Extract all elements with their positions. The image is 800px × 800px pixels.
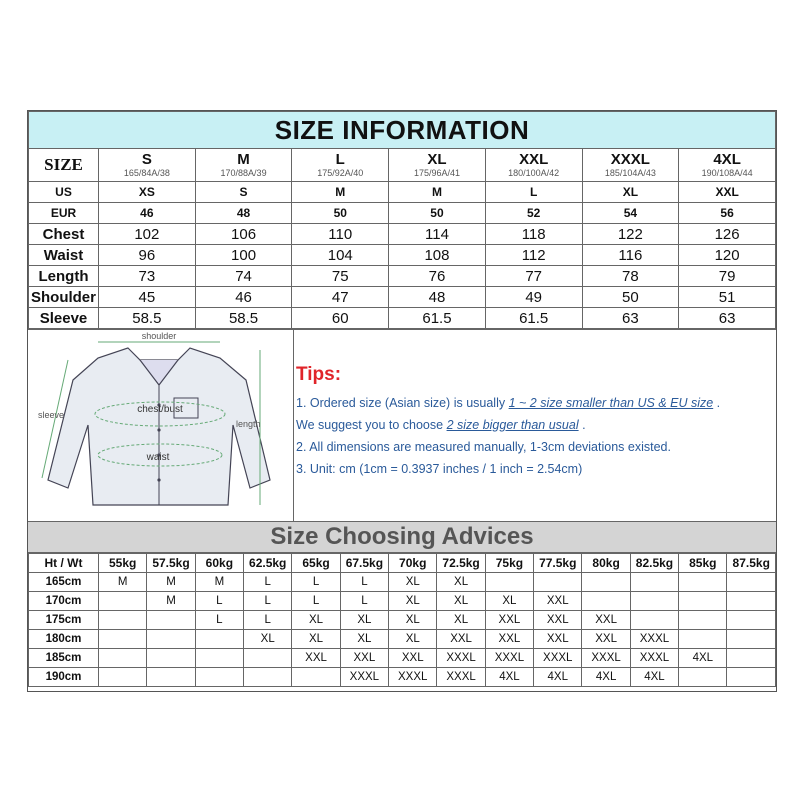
size-column-header — [389, 149, 486, 182]
advice-cell — [727, 592, 776, 611]
measurement-cell: M — [389, 182, 486, 203]
measurement-cell: 58.5 — [195, 308, 292, 329]
advice-cell: XXL — [485, 611, 533, 630]
measurement-cell: XL — [582, 182, 679, 203]
measurement-cell: 108 — [389, 245, 486, 266]
weight-header: 70kg — [389, 554, 437, 573]
tip-line-3: 2. All dimensions are measured manually, 1-3cm deviations existed. — [296, 440, 671, 454]
weight-header: 75kg — [485, 554, 533, 573]
weight-header: 55kg — [99, 554, 147, 573]
advice-cell — [244, 649, 292, 668]
measurement-cell: 110 — [292, 224, 389, 245]
measurement-cell: 50 — [582, 287, 679, 308]
weight-header: 72.5kg — [437, 554, 485, 573]
measurement-cell: 116 — [582, 245, 679, 266]
advice-cell: L — [292, 592, 340, 611]
weight-header: 60kg — [195, 554, 243, 573]
advice-cell: XXL — [340, 649, 388, 668]
tip-2-end: . — [578, 418, 586, 432]
advice-row — [29, 592, 776, 611]
advice-cell: 4XL — [582, 668, 630, 687]
measurement-cell: 61.5 — [485, 308, 582, 329]
advice-cell: XXXL — [485, 649, 533, 668]
advice-cell — [727, 668, 776, 687]
measurement-cell: 77 — [485, 266, 582, 287]
measurement-cell: 49 — [485, 287, 582, 308]
size-column-header — [485, 149, 582, 182]
advice-cell: XXXL — [630, 649, 678, 668]
measurement-cell: 46 — [195, 287, 292, 308]
size-information-title: SIZE INFORMATION — [29, 112, 776, 149]
size-column-header — [195, 149, 292, 182]
tips-title: Tips: — [296, 364, 342, 385]
size-name: 4XL — [713, 150, 741, 168]
height-label: 165cm — [29, 573, 99, 592]
advice-row — [29, 668, 776, 687]
diagram-and-tips — [28, 329, 776, 522]
size-chart — [27, 110, 777, 692]
advice-cell: XXXL — [437, 668, 485, 687]
advice-cell: L — [340, 573, 388, 592]
advice-cell: XXXL — [534, 649, 582, 668]
advice-cell: XXL — [534, 630, 582, 649]
row-label: Sleeve — [29, 308, 99, 329]
advice-cell: 4XL — [485, 668, 533, 687]
size-name: XXL — [519, 150, 549, 168]
advice-cell: XL — [389, 573, 437, 592]
advice-cell — [147, 649, 195, 668]
advice-cell — [99, 592, 147, 611]
size-code: 190/108A/44 — [701, 167, 753, 178]
size-code: 175/92A/40 — [317, 167, 364, 178]
shirt-diagram — [28, 330, 294, 521]
advice-cell: XL — [244, 630, 292, 649]
advice-cell: XXL — [534, 592, 582, 611]
advice-cell — [582, 573, 630, 592]
height-label: 185cm — [29, 649, 99, 668]
advice-cell: 4XL — [630, 668, 678, 687]
size-code: 165/84A/38 — [123, 167, 170, 178]
measurement-cell: 112 — [485, 245, 582, 266]
size-column-header — [292, 149, 389, 182]
advice-cell — [147, 611, 195, 630]
waist-label: waist — [146, 452, 170, 463]
measurement-cell: 58.5 — [99, 308, 196, 329]
advice-cell: XXL — [485, 630, 533, 649]
measurement-cell: 76 — [389, 266, 486, 287]
measurement-cell: 102 — [99, 224, 196, 245]
advice-cell — [679, 592, 727, 611]
advice-cell — [630, 611, 678, 630]
measurement-row — [29, 203, 776, 224]
advice-header-row — [29, 554, 776, 573]
size-code: 185/104A/43 — [604, 167, 656, 178]
measurement-cell: 78 — [582, 266, 679, 287]
measurement-row — [29, 308, 776, 329]
advice-title: Size Choosing Advices — [28, 522, 776, 553]
advice-cell: XXL — [582, 630, 630, 649]
height-label: 180cm — [29, 630, 99, 649]
advice-cell — [534, 573, 582, 592]
size-column-header — [582, 149, 679, 182]
measurement-row — [29, 287, 776, 308]
advice-cell: XL — [485, 592, 533, 611]
advice-cell — [679, 573, 727, 592]
measurement-cell: 104 — [292, 245, 389, 266]
advice-row — [29, 649, 776, 668]
advice-cell — [195, 630, 243, 649]
advice-cell: XXL — [389, 649, 437, 668]
measurement-cell: 106 — [195, 224, 292, 245]
measurement-cell: 50 — [389, 203, 486, 224]
tip-1-emphasis: 1 ~ 2 size smaller than US & EU size — [508, 396, 714, 410]
advice-cell: XXL — [534, 611, 582, 630]
advice-cell — [727, 573, 776, 592]
measurement-cell: 73 — [99, 266, 196, 287]
advice-cell — [195, 649, 243, 668]
advice-cell — [630, 573, 678, 592]
advice-cell: XL — [437, 573, 485, 592]
advice-cell: L — [195, 592, 243, 611]
measurement-cell: 96 — [99, 245, 196, 266]
advice-cell — [727, 611, 776, 630]
measurement-cell: 48 — [389, 287, 486, 308]
advice-cell: XL — [389, 592, 437, 611]
advice-row — [29, 573, 776, 592]
measurement-cell: 75 — [292, 266, 389, 287]
weight-header: 82.5kg — [630, 554, 678, 573]
advice-cell — [99, 630, 147, 649]
advice-cell — [485, 573, 533, 592]
tip-line-2 — [296, 414, 766, 436]
measurement-cell: M — [292, 182, 389, 203]
advice-cell: XL — [437, 611, 485, 630]
weight-header: 65kg — [292, 554, 340, 573]
shirt-icon — [28, 330, 293, 521]
measurement-cell: 51 — [679, 287, 776, 308]
measurement-cell: 118 — [485, 224, 582, 245]
measurement-cell: 120 — [679, 245, 776, 266]
height-label: 175cm — [29, 611, 99, 630]
measurement-cell: 63 — [582, 308, 679, 329]
advice-cell: XL — [389, 630, 437, 649]
advice-cell — [99, 668, 147, 687]
advice-cell: M — [99, 573, 147, 592]
tip-line-4: 3. Unit: cm (1cm = 0.3937 inches / 1 inch = 2.54cm) — [296, 462, 583, 476]
advice-cell — [195, 668, 243, 687]
advice-cell: 4XL — [679, 649, 727, 668]
advice-cell — [679, 611, 727, 630]
advice-cell: XXL — [437, 630, 485, 649]
advice-cell: XL — [437, 592, 485, 611]
size-header-label: SIZE — [29, 149, 99, 182]
advice-cell: XL — [292, 611, 340, 630]
tip-1-text: 1. Ordered size (Asian size) is usually — [296, 396, 509, 410]
size-name: L — [335, 150, 345, 168]
row-label: Chest — [29, 224, 99, 245]
measurement-cell: 60 — [292, 308, 389, 329]
advice-cell: XXL — [292, 649, 340, 668]
weight-header: 77.5kg — [534, 554, 582, 573]
advice-cell: L — [340, 592, 388, 611]
advice-cell: M — [147, 573, 195, 592]
advice-cell: 4XL — [534, 668, 582, 687]
row-label: Length — [29, 266, 99, 287]
row-label: Waist — [29, 245, 99, 266]
measurement-row — [29, 266, 776, 287]
measurement-cell: 126 — [679, 224, 776, 245]
advice-cell: XXL — [582, 611, 630, 630]
advice-cell: L — [195, 611, 243, 630]
advice-cell: XXXL — [437, 649, 485, 668]
tip-2-emphasis: 2 size bigger than usual — [446, 418, 579, 432]
measurement-cell: 46 — [99, 203, 196, 224]
advice-cell — [99, 649, 147, 668]
measurement-cell: 63 — [679, 308, 776, 329]
size-column-header — [99, 149, 196, 182]
weight-header: 62.5kg — [244, 554, 292, 573]
size-code: 170/88A/39 — [220, 167, 267, 178]
size-code: 180/100A/42 — [508, 167, 560, 178]
weight-header: 87.5kg — [727, 554, 776, 573]
measurement-cell: S — [195, 182, 292, 203]
advice-row — [29, 611, 776, 630]
measurement-row — [29, 224, 776, 245]
weight-header: 80kg — [582, 554, 630, 573]
size-header-row — [29, 149, 776, 182]
shoulder-label: shoulder — [141, 331, 177, 341]
measurement-cell: 47 — [292, 287, 389, 308]
advice-cell: XXXL — [630, 630, 678, 649]
measurement-cell: 74 — [195, 266, 292, 287]
advice-cell: XL — [389, 611, 437, 630]
advice-cell: XXXL — [340, 668, 388, 687]
advice-cell — [630, 592, 678, 611]
advice-cell: XL — [340, 630, 388, 649]
measurement-cell: 52 — [485, 203, 582, 224]
chest-label: chest/bust — [137, 404, 183, 415]
size-name: M — [237, 150, 250, 168]
tips-panel — [296, 364, 766, 480]
advice-cell — [727, 649, 776, 668]
measurement-cell: 54 — [582, 203, 679, 224]
measurement-cell: L — [485, 182, 582, 203]
weight-header: 85kg — [679, 554, 727, 573]
sleeve-label: sleeve — [38, 410, 65, 420]
tip-line-1 — [296, 392, 766, 414]
row-label: EUR — [29, 203, 99, 224]
advice-cell: L — [244, 611, 292, 630]
height-label: 190cm — [29, 668, 99, 687]
measurement-cell: XS — [99, 182, 196, 203]
height-label: 170cm — [29, 592, 99, 611]
advice-cell — [582, 592, 630, 611]
length-label: length — [236, 419, 261, 429]
row-label: US — [29, 182, 99, 203]
size-name: XL — [427, 150, 447, 168]
advice-cell: L — [244, 592, 292, 611]
advice-cell: L — [244, 573, 292, 592]
measurement-row — [29, 245, 776, 266]
advice-cell — [147, 630, 195, 649]
advice-cell — [244, 668, 292, 687]
weight-header: 67.5kg — [340, 554, 388, 573]
advice-row — [29, 630, 776, 649]
tip-1-end: . — [713, 396, 721, 410]
measurement-cell: XXL — [679, 182, 776, 203]
advice-corner: Ht / Wt — [29, 554, 99, 573]
size-name: XXXL — [610, 150, 650, 168]
advice-cell — [99, 611, 147, 630]
advice-cell: M — [147, 592, 195, 611]
advice-cell — [727, 630, 776, 649]
measurement-cell: 61.5 — [389, 308, 486, 329]
advice-cell — [679, 668, 727, 687]
advice-cell: XL — [292, 630, 340, 649]
measurement-cell: 79 — [679, 266, 776, 287]
measurement-cell: 122 — [582, 224, 679, 245]
advice-cell: L — [292, 573, 340, 592]
row-label: Shoulder — [29, 287, 99, 308]
advice-cell — [679, 630, 727, 649]
measurement-row — [29, 182, 776, 203]
advice-cell: XL — [340, 611, 388, 630]
measurement-cell: 114 — [389, 224, 486, 245]
measurement-cell: 50 — [292, 203, 389, 224]
size-code: 175/96A/41 — [413, 167, 460, 178]
size-information-table — [28, 111, 776, 329]
measurement-cell: 45 — [99, 287, 196, 308]
measurement-cell: 100 — [195, 245, 292, 266]
tip-2-text: We suggest you to choose — [296, 418, 447, 432]
size-column-header — [679, 149, 776, 182]
advice-cell: M — [195, 573, 243, 592]
weight-header: 57.5kg — [147, 554, 195, 573]
advice-cell: XXXL — [582, 649, 630, 668]
advice-cell: XXXL — [389, 668, 437, 687]
advice-cell — [292, 668, 340, 687]
measurement-cell: 48 — [195, 203, 292, 224]
measurement-cell: 56 — [679, 203, 776, 224]
size-advice-table — [28, 553, 776, 687]
size-name: S — [141, 150, 152, 168]
advice-cell — [147, 668, 195, 687]
